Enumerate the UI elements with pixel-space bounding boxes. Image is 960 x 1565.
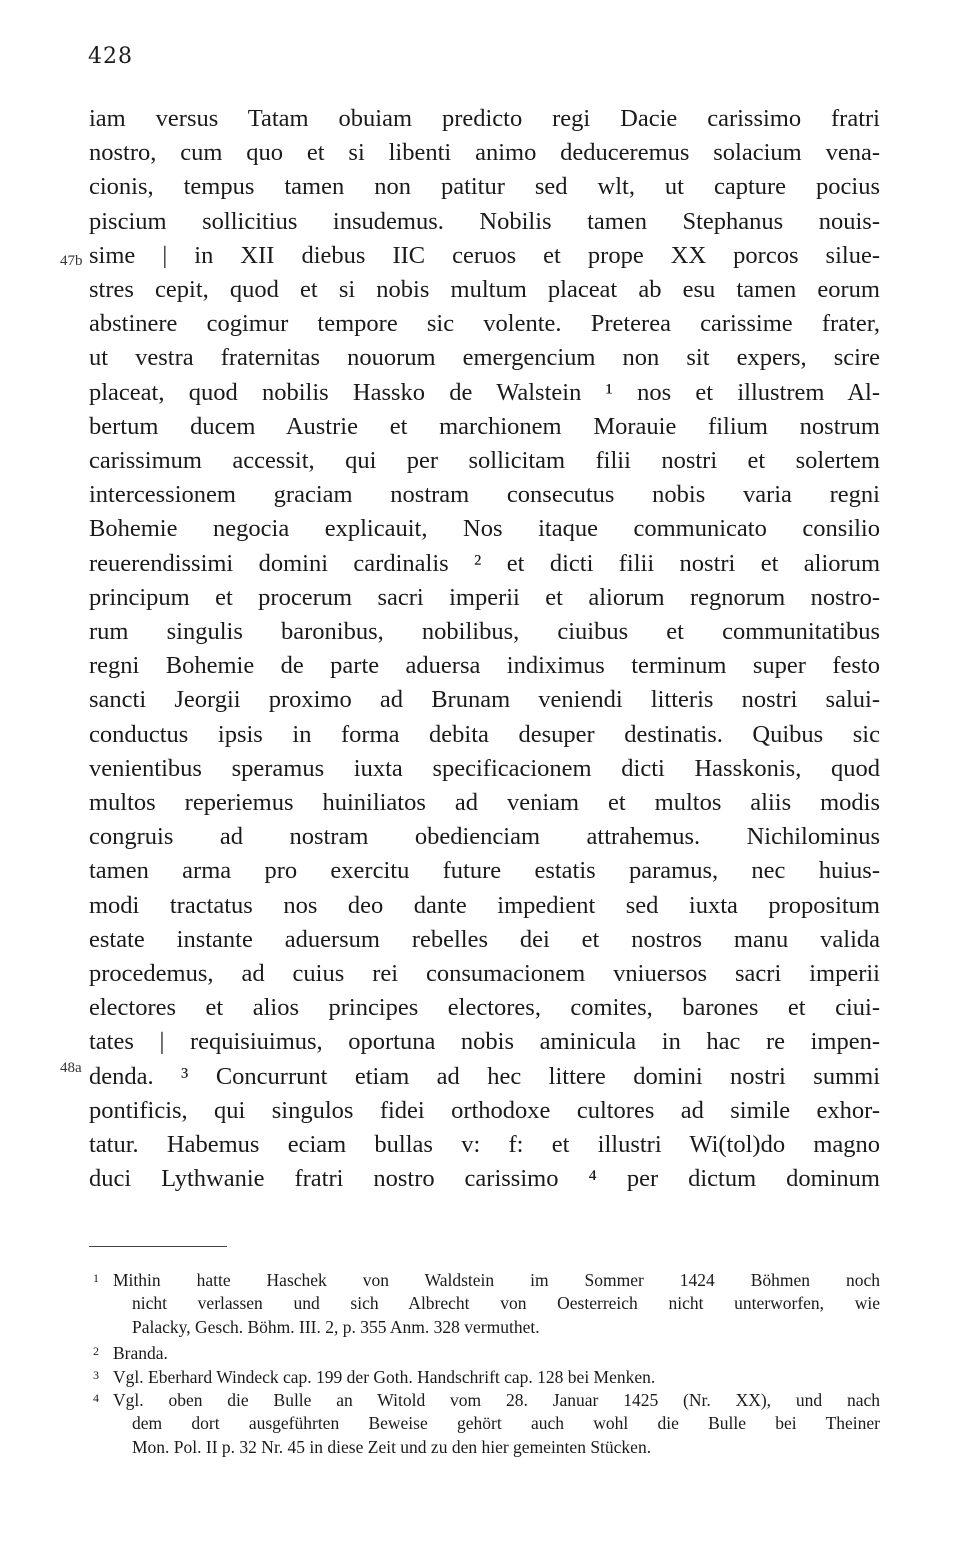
text-line: sime | in XII diebus IIC ceruos et prope XX porcos silue-	[89, 241, 880, 269]
margin-note-47b: 47b	[60, 253, 83, 269]
text-line: sancti Jeorgii proximo ad Brunam veniendi litteris nostri salui-	[89, 686, 880, 714]
text-line: venientibus speramus iuxta specificacionem dicti Hasskonis, quod	[89, 754, 880, 782]
footnote-text: Branda.	[113, 1343, 168, 1364]
text-line: tates | requisiuimus, oportuna nobis aminicula in hac re impen-	[89, 1028, 880, 1056]
footnote-text: dem dort ausgeführten Beweise gehört auch wohl die Bulle bei Theiner	[132, 1413, 880, 1434]
text-line: bertum ducem Austrie et marchionem Morauie filium nostrum	[89, 412, 880, 440]
text-line: principum et procerum sacri imperii et aliorum regnorum nostro-	[89, 583, 880, 611]
footnote-line	[132, 1411, 880, 1435]
footnote-text: Vgl. oben die Bulle an Witold vom 28. Januar 1425 (Nr. XX), und nach	[113, 1390, 880, 1410]
footnote-text: nicht verlassen und sich Albrecht von Oesterreich nicht unterworfen, wie	[132, 1293, 880, 1314]
text-line: conductus ipsis in forma debita desuper destinatis. Quibus sic	[89, 720, 880, 748]
text-line: intercessionem graciam nostram consecutus nobis varia regni	[89, 481, 880, 509]
footnote-line	[93, 1388, 880, 1412]
text-line: rum singulis baronibus, nobilibus, ciuibus et communitatibus	[89, 618, 880, 645]
text-line: congruis ad nostram obedienciam attrahemus. Nichilominus	[89, 823, 880, 851]
text-line: Bohemie negocia explicauit, Nos itaque communicato consilio	[89, 515, 880, 543]
footnote-line	[132, 1291, 880, 1315]
footnote-mark: 4	[93, 1391, 99, 1405]
text-line: stres cepit, quod et si nobis multum placeat ab esu tamen eorum	[89, 276, 880, 303]
page-number: 428	[88, 44, 133, 69]
text-line: regni Bohemie de parte aduersa indiximus terminum super festo	[89, 652, 880, 680]
text-line: denda. ³ Concurrunt etiam ad hec littere domini nostri summi	[89, 1062, 880, 1090]
text-line: procedemus, ad cuius rei consumacionem vniuersos sacri imperii	[89, 960, 880, 987]
footnote-mark: 3	[93, 1367, 99, 1382]
text-line: cionis, tempus tamen non patitur sed wlt, ut capture pocius	[89, 173, 880, 201]
text-line: nostro, cum quo et si libenti animo deduceremus solacium vena-	[89, 139, 880, 167]
footnote-mark: 1	[93, 1271, 99, 1285]
footnote-line	[132, 1315, 880, 1339]
text-line: piscium sollicitius insudemus. Nobilis tamen Stephanus nouis-	[89, 207, 880, 235]
text-line: abstinere cogimur tempore sic volente. Preterea carissime frater,	[89, 310, 880, 338]
margin-note-48a: 48a	[60, 1060, 82, 1076]
text-line: reuerendissimi domini cardinalis ² et dicti filii nostri et aliorum	[89, 549, 880, 577]
footnote-text: Vgl. Eberhard Windeck cap. 199 der Goth. Handschrift cap. 128 bei Menken.	[113, 1366, 656, 1387]
text-line: ut vestra fraternitas nouorum emergencium non sit expers, scire	[89, 344, 880, 372]
text-line: placeat, quod nobilis Hassko de Walstein ¹ nos et illustrem Al-	[89, 378, 880, 406]
footnote-mark: 2	[93, 1344, 99, 1359]
text-line: iam versus Tatam obuiam predicto regi Dacie carissimo fratri	[89, 105, 880, 132]
footnote-text: Palacky, Gesch. Böhm. III. 2, p. 355 Anm. 328 vermuthet.	[132, 1316, 540, 1337]
text-line: modi tractatus nos deo dante impedient sed iuxta propositum	[89, 891, 880, 919]
footnote-line	[132, 1435, 880, 1459]
text-line: tatur. Habemus eciam bullas v: f: et illustri Wi(tol)do magno	[89, 1131, 880, 1158]
footnote-text: Mon. Pol. II p. 32 Nr. 45 in diese Zeit und zu den hier gemeinten Stücken.	[132, 1436, 652, 1457]
text-line: duci Lythwanie fratri nostro carissimo ⁴ per dictum dominum	[89, 1165, 880, 1193]
footnote-rule	[89, 1246, 227, 1247]
text-line: tamen arma pro exercitu future estatis paramus, nec huius-	[89, 857, 880, 885]
text-line: estate instante aduersum rebelles dei et nostros manu valida	[89, 925, 880, 953]
footnote-line	[93, 1341, 880, 1365]
footnote-line	[93, 1268, 880, 1292]
footnote-line	[93, 1365, 880, 1389]
text-line: electores et alios principes electores, comites, barones et ciui-	[89, 994, 880, 1022]
text-line: carissimum accessit, qui per sollicitam filii nostri et solertem	[89, 447, 880, 474]
footnote-text: Mithin hatte Haschek von Waldstein im Sommer 1424 Böhmen noch	[113, 1270, 880, 1290]
text-line: pontificis, qui singulos fidei orthodoxe cultores ad simile exhor-	[89, 1096, 880, 1124]
text-line: multos reperiemus huiniliatos ad veniam et multos aliis modis	[89, 789, 880, 816]
